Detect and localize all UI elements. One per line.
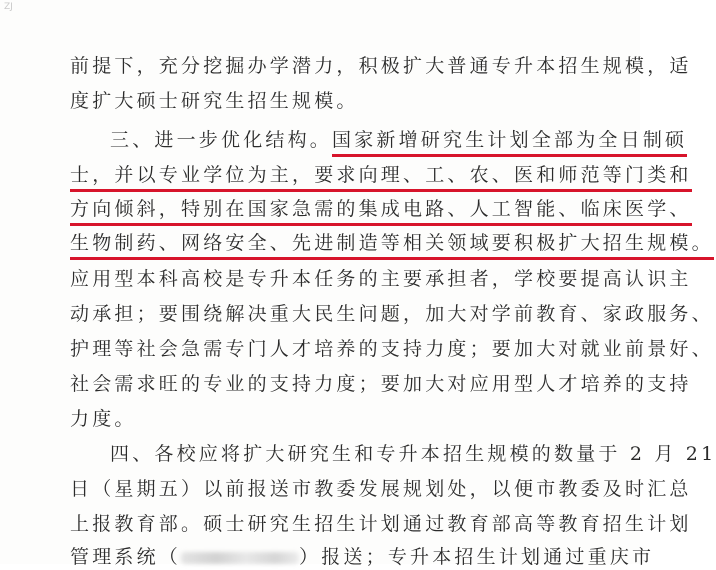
underlined-text: 士，并以专业学位为主，要求向理、工、农、医和师范等门类和 xyxy=(70,164,692,192)
paragraph-line xyxy=(70,230,714,256)
section-three-heading: 三、进一步优化结构。 xyxy=(110,129,333,151)
line-suffix: ）报送；专升本招生计划通过重庆市 xyxy=(299,546,655,568)
line-prefix: 管理系统（ xyxy=(70,546,182,568)
paragraph-line xyxy=(70,196,692,222)
paragraph-line: 上报教育部。硕士研究生招生计划通过教育部高等教育招生计划 xyxy=(70,513,692,535)
paragraph-line xyxy=(70,162,692,188)
underlined-text: 国家新增研究生计划全部为全日制硕 xyxy=(332,129,687,157)
paragraph-line: 前提下，充分挖掘办学潜力，积极扩大普通专升本招生规模，适 xyxy=(70,55,692,77)
underlined-text: 方向倾斜，特别在国家急需的集成电路、人工智能、临床医学、 xyxy=(70,198,692,226)
redacted-url xyxy=(181,552,299,564)
paragraph-line: 社会需求旺的专业的支持力度；要加大对应用型人才培养的支持 xyxy=(70,373,692,395)
paragraph-line: 度扩大硕士研究生招生规模。 xyxy=(70,90,359,112)
corner-watermark: ZJ xyxy=(4,2,13,12)
paragraph-line xyxy=(70,544,655,570)
paragraph-line: 应用型本科高校是专升本任务的主要承担者，学校要提高认识主 xyxy=(70,268,692,290)
paragraph-line: 护理等社会急需专门人才培养的支持力度；要加大对就业前景好、 xyxy=(70,338,714,360)
paragraph-line: 日（星期五）以前报送市教委发展规划处，以便市教委及时汇总 xyxy=(70,478,692,500)
paragraph-line xyxy=(110,127,688,153)
paragraph-line: 动承担；要围绕解决重大民生问题，加大对学前教育、家政服务、 xyxy=(70,303,714,325)
section-four-heading: 四、各校应将扩大研究生和专升本招生规模的数量于 2 月 21 xyxy=(110,443,716,465)
underlined-text: 生物制药、网络安全、先进制造等相关领域要积极扩大招生规模。 xyxy=(70,232,714,260)
paragraph-line: 力度。 xyxy=(70,408,137,430)
